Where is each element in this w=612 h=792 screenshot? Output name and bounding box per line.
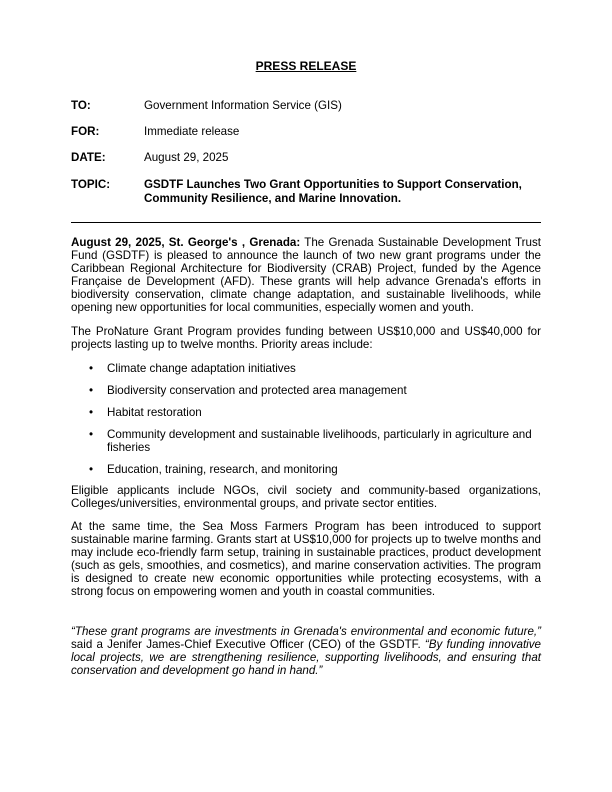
paragraph-sea-moss: At the same time, the Sea Moss Farmers Program has been introduced to support sustainable marine farming. Grants start at US$10,000 for projects up to twelve months and may include eco-friendly farm setup, training in sustainable practices, product development (such as gels, smoothies, and cosmetics), and marine conservation activities. The program is designed to create new economic opportunities while protecting ecosystems, with a strong focus on empowering women and youth in coastal communities. [71, 520, 541, 598]
date-value: August 29, 2025 [144, 151, 229, 164]
paragraph-quote [71, 625, 541, 677]
list-item-text: Community development and sustainable livelihoods, particularly in agriculture and fisheries [107, 428, 532, 454]
list-item: • Education, training, research, and monitoring [89, 463, 338, 476]
quote-part-2: “By funding innovative local projects, we are strengthening resilience, supporting livelihoods, and ensuring that conservation and development go hand in hand.” [71, 638, 541, 677]
topic-value: GSDTF Launches Two Grant Opportunities to Support Conservation, Community Resilience, and Marine Innovation. [144, 178, 522, 205]
list-item: • Community development and sustainable livelihoods, particularly in agriculture and fisheries [89, 428, 532, 454]
document-title: PRESS RELEASE [255, 59, 357, 73]
to-value: Government Information Service (GIS) [144, 99, 342, 112]
date-label: DATE: [71, 151, 106, 164]
for-value: Immediate release [144, 125, 240, 138]
quote-attribution: said a Jenifer James-Chief Executive Officer (CEO) of the GSDTF. [71, 638, 425, 651]
paragraph-intro [71, 236, 541, 314]
list-item: • Climate change adaptation initiatives [89, 362, 296, 375]
list-item-text: Education, training, research, and monitoring [107, 463, 338, 476]
list-item: • Biodiversity conservation and protected area management [89, 384, 407, 397]
priority-list [71, 362, 541, 476]
paragraph-pronature: The ProNature Grant Program provides funding between US$10,000 and US$40,000 for projects lasting up to twelve months. Priority areas include: [71, 325, 541, 351]
to-label: TO: [71, 99, 91, 112]
list-item-text: Biodiversity conservation and protected area management [107, 384, 407, 397]
list-item-text: Habitat restoration [107, 406, 202, 419]
intro-text: The Grenada Sustainable Development Trust Fund (GSDTF) is pleased to announce the launch of two new grant programs under the Caribbean Regional Architecture for Biodiversity (CRAB) Project, funded by the Agence Française de Development (AFD). These grants will help advance Grenada's efforts in biodiversity conservation, climate change adaptation, and sustainable livelihoods, while opening new opportunities for local communities, especially women and youth. [71, 236, 541, 314]
quote-part-1: “These grant programs are investments in Grenada's environmental and economic future,” [71, 625, 541, 638]
topic-label: TOPIC: [71, 178, 111, 191]
paragraph-eligibility: Eligible applicants include NGOs, civil society and community-based organizations, Colleges/universities, environmental groups, and private sector entities. [71, 484, 541, 510]
dateline: August 29, 2025, St. George's , Grenada: [71, 236, 301, 249]
header-divider [71, 222, 541, 223]
list-item: • Habitat restoration [89, 406, 202, 419]
for-label: FOR: [71, 125, 100, 138]
list-item-text: Climate change adaptation initiatives [107, 362, 296, 375]
